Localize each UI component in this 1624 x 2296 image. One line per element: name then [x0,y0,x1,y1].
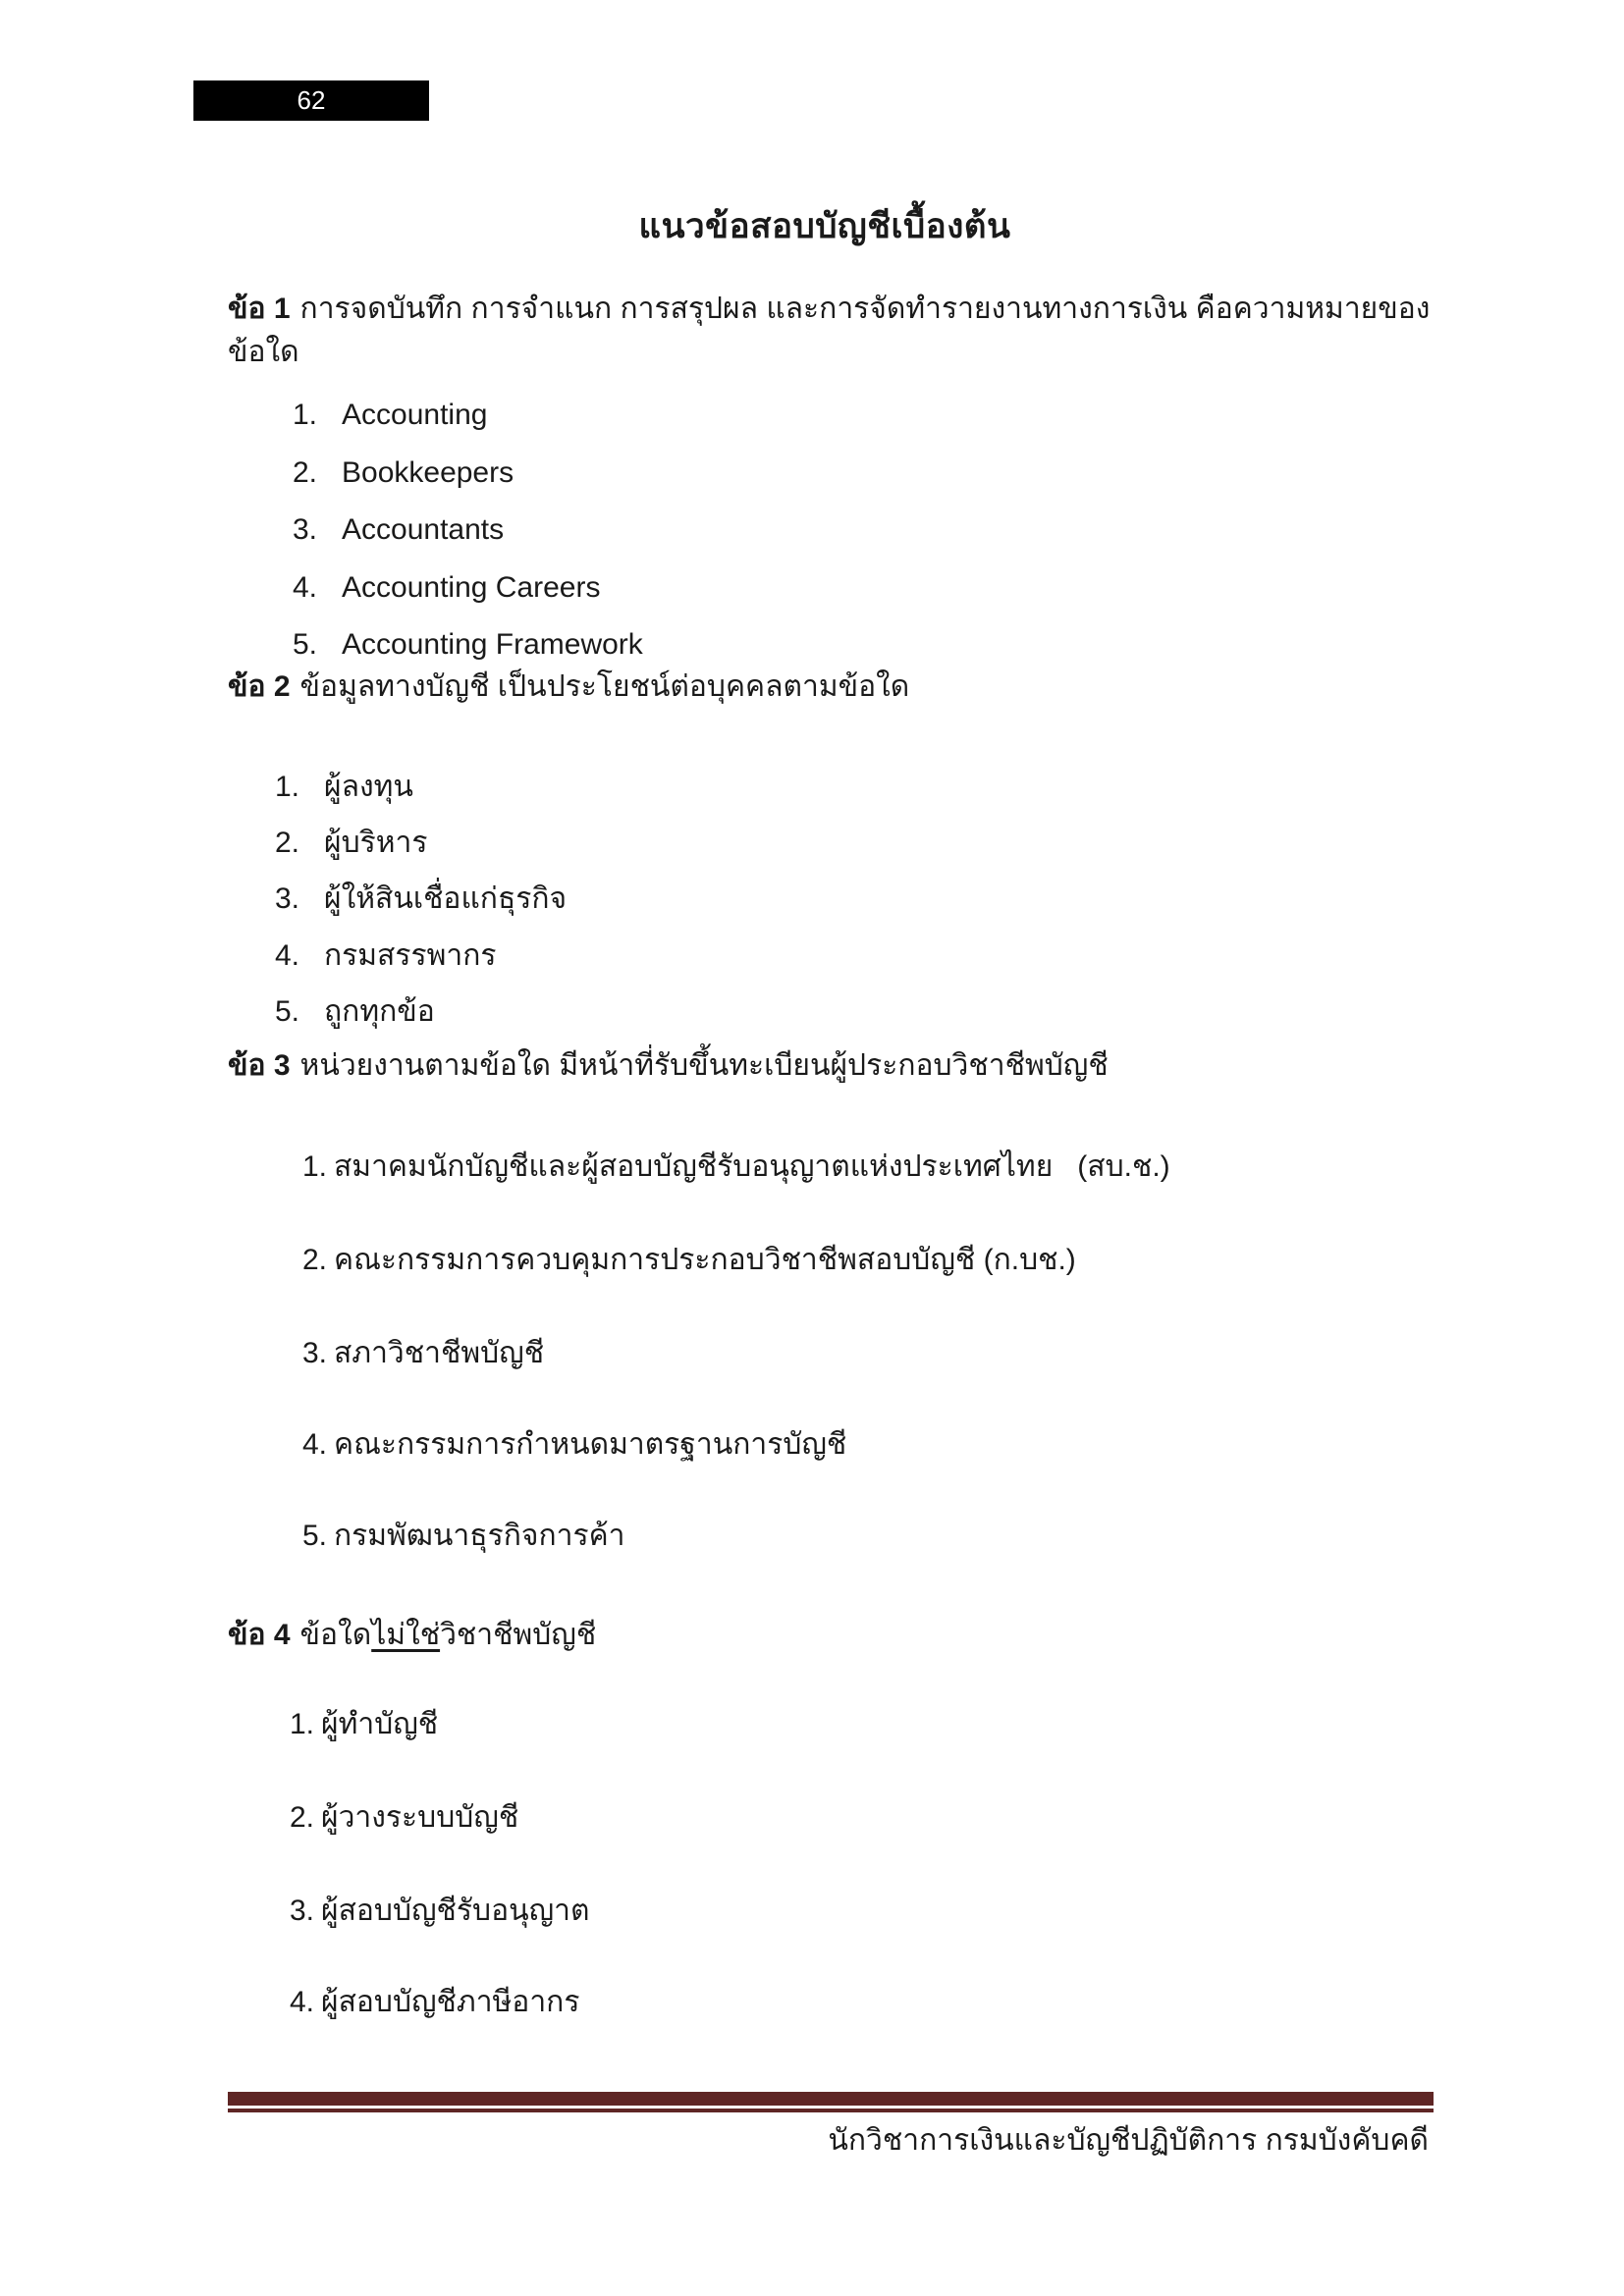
question-2-option-3 [275,879,567,920]
question-2-option-2 [275,823,427,864]
option-number: 2. [293,456,318,489]
option-text: ผู้สอบบัญชีรับอนุญาต [321,1895,590,1927]
option-text: ผู้วางระบบบัญชี [321,1801,519,1834]
option-number: 3. [293,513,318,546]
question-1-option-3 [293,509,504,551]
option-number: 5. [275,995,300,1028]
question-3-label: ข้อ 3 [228,1049,291,1082]
option-number: 4. [302,1428,328,1461]
option-number: 2. [275,827,300,859]
question-2-option-5 [275,991,435,1033]
option-text: ผู้สอบบัญชีภาษีอากร [321,1986,580,2018]
question-3-option-3 [302,1333,544,1374]
question-4-option-1 [290,1704,438,1745]
page-number: 62 [297,85,326,115]
question-1-option-5 [293,624,643,666]
option-number: 4. [293,571,318,604]
option-text: สมาคมนักบัญชีและผู้สอบบัญชีรับอนุญาตแห่งประเทศไทย (สบ.ช.) [334,1150,1170,1183]
option-number: 4. [275,939,300,972]
question-2-option-1 [275,767,413,808]
option-text: กรมพัฒนาธุรกิจการค้า [334,1520,625,1552]
question-1 [228,288,1465,374]
page-number-bar [193,80,429,121]
footer-text: นักวิชาการเงินและบัญชีปฏิบัติการ กรมบังคับคดี [828,2124,1429,2157]
option-number: 1. [302,1150,328,1183]
option-text: Accountants [342,513,505,546]
question-3-option-4 [302,1424,846,1466]
option-text: Accounting Framework [342,628,643,661]
question-1-label: ข้อ 1 [228,293,291,325]
option-text: กรมสรรพากร [324,939,497,972]
option-number: 3. [275,882,300,915]
option-text: Accounting [342,399,488,431]
option-number: 1. [293,399,318,431]
question-4-option-4 [290,1982,579,2023]
option-number: 5. [293,628,318,661]
option-number: 5. [302,1520,328,1552]
question-4-text-suffix: วิชาชีพบัญชี [440,1619,597,1651]
option-text: คณะกรรมการกำหนดมาตรฐานการบัญชี [334,1428,847,1461]
option-number: 1. [275,771,300,803]
question-3-option-1 [302,1147,1170,1188]
option-text: ผู้บริหาร [324,827,428,859]
question-1-text: การจดบันทึก การจำแนก การสรุปผล และการจัดทำรายงานทางการเงิน คือความหมายของข้อใด [228,293,1431,368]
question-2 [228,666,1465,709]
question-3-option-5 [302,1516,624,1557]
option-text: Bookkeepers [342,456,514,489]
option-text: สภาวิชาชีพบัญชี [334,1337,545,1369]
option-text: ถูกทุกข้อ [324,995,435,1028]
option-text: ผู้ลงทุน [324,771,413,803]
question-3-text: หน่วยงานตามข้อใด มีหน้าที่รับขึ้นทะเบียนผู้ประกอบวิชาชีพบัญชี [299,1049,1109,1082]
question-1-option-2 [293,453,514,494]
option-number: 4. [290,1986,315,2018]
option-text: ผู้ทำบัญชี [321,1708,439,1740]
question-1-option-4 [293,567,600,609]
question-2-option-4 [275,935,497,977]
question-3-option-2 [302,1240,1076,1281]
question-4-text-prefix: ข้อใด [299,1619,372,1651]
option-number: 1. [290,1708,315,1740]
question-4-option-3 [290,1891,590,1932]
question-1-option-1 [293,395,487,436]
option-number: 2. [290,1801,315,1834]
option-text: Accounting Careers [342,571,601,604]
question-4 [228,1614,1465,1657]
question-4-option-2 [290,1797,518,1839]
option-text: คณะกรรมการควบคุมการประกอบวิชาชีพสอบบัญชี (ก.บช.) [334,1244,1076,1276]
footer-separator-thick [228,2092,1434,2106]
option-number: 3. [302,1337,328,1369]
document-title: แนวข้อสอบบัญชีเบื้องต้น [638,207,1011,245]
option-number: 3. [290,1895,315,1927]
footer-separator-thin [228,2109,1434,2112]
question-4-label: ข้อ 4 [228,1619,291,1651]
question-3 [228,1044,1465,1088]
question-4-text-underlined: ไม่ใช่ [371,1619,441,1651]
option-number: 2. [302,1244,328,1276]
question-2-text: ข้อมูลทางบัญชี เป็นประโยชน์ต่อบุคคลตามข้อใด [299,670,910,703]
question-2-label: ข้อ 2 [228,670,291,703]
option-text: ผู้ให้สินเชื่อแก่ธุรกิจ [324,882,568,915]
